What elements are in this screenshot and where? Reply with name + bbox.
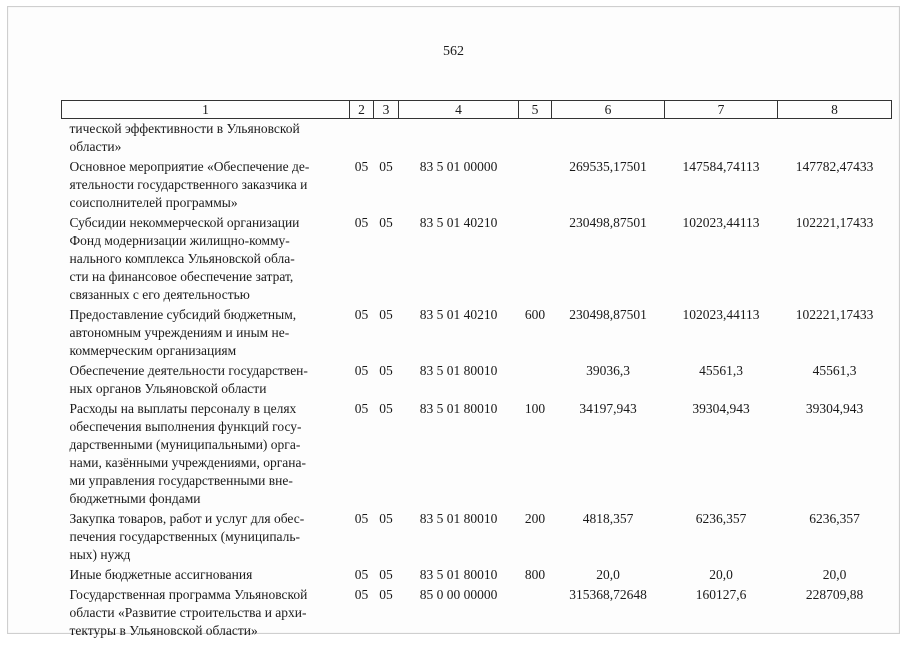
cell-subsection: 05 [379, 307, 393, 322]
header-col-6: 6 [552, 101, 665, 119]
cell-amount-year-1: 230498,87501 [569, 307, 647, 322]
cell-section: 05 [354, 401, 369, 416]
cell-subsection: 05 [379, 567, 393, 582]
cell-amount-year-2: 20,0 [709, 567, 733, 582]
table-row [62, 586, 892, 642]
cell-expense-type [519, 158, 552, 214]
cell-amount-year-3: 6236,357 [809, 511, 860, 526]
cell-expense-type: 200 [524, 511, 546, 526]
cell-expense-type [519, 214, 552, 306]
cell-section: 05 [354, 307, 369, 322]
cell-expense-type [519, 362, 552, 400]
header-col-8: 8 [778, 101, 892, 119]
cell-subsection: 05 [379, 363, 393, 378]
cell-target-article: 83 5 01 80010 [419, 567, 498, 582]
cell-amount-year-1: 4818,357 [582, 511, 634, 526]
cell-section: 05 [354, 511, 369, 526]
cell-expense-type [519, 119, 552, 159]
cell-name: Расходы на выплаты персоналу в целях обеспечения выполнения функций госу- дарственными (муниципальными) орга- нами, казёнными учреждениями, органа- ми управления государственными вне- бюджетными фондами [69, 401, 306, 506]
cell-expense-type: 800 [524, 567, 546, 582]
cell-amount-year-2: 102023,44113 [682, 307, 760, 322]
cell-amount-year-2: 6236,357 [695, 511, 747, 526]
cell-amount-year-2: 102023,44113 [682, 215, 760, 230]
cell-subsection: 05 [379, 159, 393, 174]
header-col-2: 2 [350, 101, 374, 119]
table-row [62, 510, 892, 566]
cell-name: Основное мероприятие «Обеспечение де- ятельности государственного заказчика и соисполнителей программы» [69, 159, 310, 210]
cell-amount-year-3: 102221,17433 [795, 215, 874, 230]
cell-section [350, 119, 374, 159]
cell-section: 05 [354, 215, 369, 230]
cell-amount-year-1: 39036,3 [586, 363, 630, 378]
header-col-7: 7 [665, 101, 778, 119]
cell-amount-year-1: 269535,17501 [569, 159, 647, 174]
cell-name: Предоставление субсидий бюджетным, автономным учреждениям и иным не- коммерческим организациям [69, 307, 297, 358]
cell-name: Закупка товаров, работ и услуг для обес- печения государственных (муниципаль- ных) нужд [69, 511, 305, 562]
table-row [62, 119, 892, 159]
header-col-4: 4 [399, 101, 519, 119]
table-row [62, 214, 892, 306]
table-row [62, 400, 892, 510]
cell-expense-type: 600 [524, 307, 546, 322]
cell-amount-year-3 [778, 119, 892, 159]
table-row [62, 362, 892, 400]
cell-amount-year-3: 45561,3 [812, 363, 857, 378]
cell-target-article: 85 0 00 00000 [419, 587, 498, 602]
cell-amount-year-1: 315368,72648 [569, 587, 647, 602]
cell-section: 05 [354, 567, 369, 582]
cell-amount-year-2: 45561,3 [699, 363, 743, 378]
cell-subsection [374, 119, 399, 159]
cell-name: Государственная программа Ульяновской области «Развитие строительства и архи- тектуры в Ульяновской области» [69, 587, 308, 638]
cell-section: 05 [354, 363, 369, 378]
cell-target-article: 83 5 01 80010 [419, 363, 498, 378]
table-row [62, 566, 892, 586]
cell-amount-year-3: 147782,47433 [795, 159, 874, 174]
table-row [62, 306, 892, 362]
cell-expense-type [519, 586, 552, 642]
cell-amount-year-2: 147584,74113 [682, 159, 760, 174]
header-col-5: 5 [519, 101, 552, 119]
table-row [62, 158, 892, 214]
table-header [62, 101, 892, 119]
cell-name: Иные бюджетные ассигнования [69, 567, 253, 582]
cell-amount-year-2: 39304,943 [692, 401, 750, 416]
cell-target-article: 83 5 01 80010 [419, 511, 498, 526]
cell-amount-year-1: 20,0 [596, 567, 620, 582]
cell-amount-year-2 [665, 119, 778, 159]
cell-subsection: 05 [379, 401, 393, 416]
document-page [7, 6, 900, 638]
cell-expense-type: 100 [524, 401, 546, 416]
cell-target-article: 83 5 01 00000 [419, 159, 498, 174]
cell-amount-year-1 [552, 119, 665, 159]
header-col-1: 1 [62, 101, 350, 119]
cell-amount-year-3: 20,0 [822, 567, 847, 582]
cell-section: 05 [354, 587, 369, 602]
cell-section: 05 [354, 159, 369, 174]
cell-target-article: 83 5 01 80010 [419, 401, 498, 416]
cell-amount-year-1: 34197,943 [579, 401, 637, 416]
cell-name: тической эффективности в Ульяновской области» [69, 121, 300, 154]
cell-amount-year-3: 39304,943 [805, 401, 864, 416]
cell-amount-year-1: 230498,87501 [569, 215, 647, 230]
header-col-3: 3 [374, 101, 399, 119]
page-number: 562 [443, 44, 464, 59]
header-row [62, 101, 892, 119]
cell-subsection: 05 [379, 215, 393, 230]
cell-target-article: 83 5 01 40210 [419, 215, 498, 230]
cell-amount-year-3: 228709,88 [805, 587, 864, 602]
budget-table [61, 100, 892, 642]
cell-name: Субсидии некоммерческой организации Фонд модернизации жилищно-комму- нального комплекса Ульяновской обла- сти на финансовое обеспечение затрат, связанных с его деятельностью [69, 215, 300, 302]
cell-amount-year-3: 102221,17433 [795, 307, 874, 322]
cell-subsection: 05 [379, 511, 393, 526]
cell-target-article [399, 119, 519, 159]
cell-subsection: 05 [379, 587, 393, 602]
cell-target-article: 83 5 01 40210 [419, 307, 498, 322]
table-body [62, 119, 892, 643]
cell-amount-year-2: 160127,6 [695, 587, 747, 602]
cell-name: Обеспечение деятельности государствен- ных органов Ульяновской области [69, 363, 308, 396]
